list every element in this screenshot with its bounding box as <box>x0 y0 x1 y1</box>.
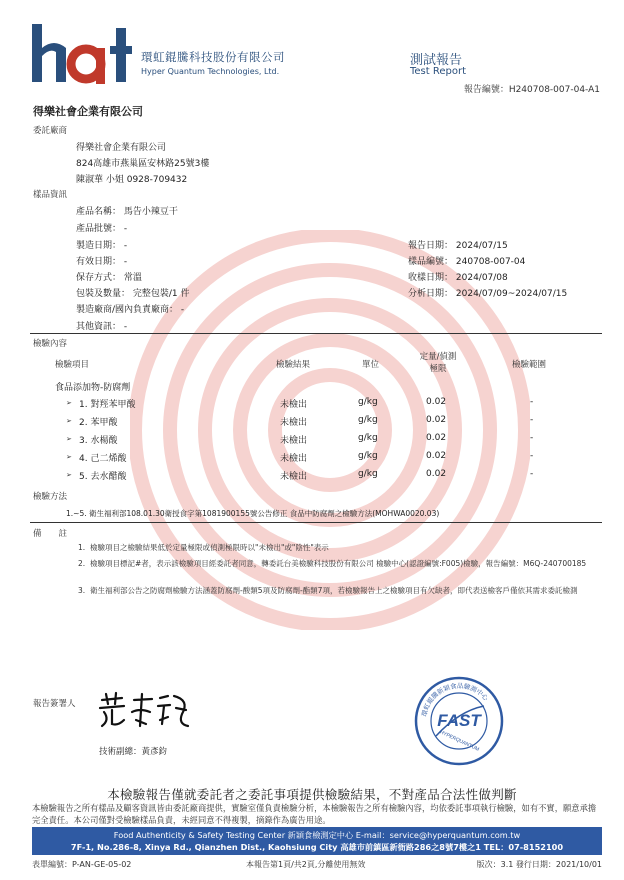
svg-text:FAST: FAST <box>437 711 481 730</box>
sample-label: 樣品資訊 <box>33 190 68 200</box>
fast-seal <box>414 676 504 766</box>
footer-disclaimer: 本檢驗報告之所有樣品及顧客資訊皆由委託廠商提供，實驗室僅負責檢驗分析，本檢驗報告之所有檢驗內容，均依委託事項執行檢驗，如有不實，願意承擔完全責任。本公司僅對受檢驗樣品負責，未經同意不得複製，摘錄作為廣告用途。 <box>32 803 597 825</box>
col-header-unit: 單位 <box>362 360 380 370</box>
note-text: 衛生福利部公告之防腐劑檢驗方法涵蓋防腐劑-酸類5項及防腐劑-酯類7項，若檢驗報告上之檢驗項目有欠缺者，即代表送檢客戶僅依其需求委託檢測 <box>90 586 578 595</box>
hqt-logo <box>32 24 136 84</box>
col-header-range: 檢驗範圍 <box>512 360 547 370</box>
note-text: 檢驗項目之檢驗結果低於定量極限或偵測極限時以"未檢出"或"陰性"表示 <box>90 543 329 552</box>
contact-line-1: Food Authenticity & Safety Testing Center 新穎食檢測定中心 E-mail：service@hyperquantum.com.tw <box>113 830 521 840</box>
svg-text:環虹錕騰新穎食品驗測中心: 環虹錕騰新穎食品驗測中心 <box>420 681 490 718</box>
sample-row: 製造日期： - <box>76 241 128 251</box>
arrow-icon: ➢ <box>66 471 72 479</box>
col-header-item: 檢驗項目 <box>55 360 90 370</box>
client-address: 824高雄市燕巢區安林路25號3樓 <box>76 159 210 169</box>
row-limit: 0.02 <box>426 415 447 425</box>
svg-text:HYPERQUANTUM: HYPERQUANTUM <box>438 729 480 753</box>
client-name: 得樂社會企業有限公司 <box>76 143 167 153</box>
note-number: 3. <box>78 586 86 595</box>
company-name-cn: 環虹錕騰科技股份有限公司 <box>141 50 285 64</box>
sample-row: 產品名稱： 馬告小辣豆干 <box>76 207 178 217</box>
arrow-icon: ➢ <box>66 417 72 425</box>
sample-row: 有效日期： - <box>76 257 128 267</box>
row-item: 2. 苯甲酸 <box>79 418 118 428</box>
signer-title: 技術副總：黃彥鈞 <box>99 747 168 757</box>
client-label: 委託廠商 <box>33 126 68 136</box>
method-text: 1.~5. 衛生福利部108.01.30衛授食字第1081900155號公告修正 食品中防腐劑之檢驗方法(MOHWA0020.03) <box>66 509 440 518</box>
row-range: - <box>530 433 534 443</box>
contact-bar <box>32 827 602 855</box>
row-range: - <box>530 451 534 461</box>
row-limit: 0.02 <box>426 397 447 407</box>
note-number: 1. <box>78 543 86 552</box>
row-result: 未檢出 <box>280 436 308 446</box>
row-limit: 0.02 <box>426 433 447 443</box>
row-item: 4. 己二烯酸 <box>79 454 127 464</box>
row-limit: 0.02 <box>426 451 447 461</box>
row-result: 未檢出 <box>280 454 308 464</box>
method-label: 檢驗方法 <box>33 492 68 502</box>
row-range: - <box>530 397 534 407</box>
row-result: 未檢出 <box>280 400 308 410</box>
report-title-cn: 測試報告 <box>410 53 463 68</box>
sample-number: 樣品編號： 240708-007-04 <box>408 257 526 267</box>
sample-row: 包裝及數量： 完整包裝/1 件 <box>76 289 190 299</box>
test-group: 食品添加物-防腐劑 <box>55 383 131 393</box>
note-text: 檢驗項目標記#者，表示該檢驗項目經委託者同意，轉委託台美檢驗科技股份有限公司 檢驗中心(認證編號:F005)檢驗，報告編號：M6Q-240700185 <box>90 559 587 568</box>
sample-row: 製造廠商/國內負責廠商： - <box>76 305 185 315</box>
report-number: 報告編號：H240708-007-04-A1 <box>463 85 600 95</box>
row-range: - <box>530 469 534 479</box>
sample-row: 其他資訊： - <box>76 322 128 332</box>
row-range: - <box>530 415 534 425</box>
analysis-date: 分析日期： 2024/07/09~2024/07/15 <box>408 289 568 299</box>
receive-date: 收樣日期： 2024/07/08 <box>408 273 508 283</box>
row-unit: g/kg <box>358 397 378 407</box>
report-title-en: Test Report <box>410 66 467 77</box>
signature-scribble <box>96 690 196 732</box>
sample-row: 產品批號： - <box>76 224 128 234</box>
arrow-icon: ➢ <box>66 453 72 461</box>
sample-row: 保存方式： 常溫 <box>76 273 142 283</box>
col-header-result: 檢驗結果 <box>276 360 311 370</box>
version-info: 版次：3.1 發行日期：2021/10/01 <box>476 860 602 869</box>
signer-label: 報告簽署人 <box>33 699 76 709</box>
client-heading: 得樂社會企業有限公司 <box>33 105 143 118</box>
row-item: 1. 對羥苯甲酸 <box>79 400 136 410</box>
row-item: 5. 去水醋酸 <box>79 472 127 482</box>
row-unit: g/kg <box>358 451 378 461</box>
divider <box>30 333 602 334</box>
arrow-icon: ➢ <box>66 435 72 443</box>
note-number: 2. <box>78 559 86 568</box>
row-limit: 0.02 <box>426 469 447 479</box>
divider <box>30 522 602 523</box>
contact-line-2: 7F-1, No.286-8, Xinya Rd., Qianzhen Dist., Kaohsiung City 高雄市前鎮區新衙路286之8號7樓之1 TEL：07-8152100 <box>70 842 564 852</box>
row-unit: g/kg <box>358 469 378 479</box>
footer-statement: 本檢驗報告僅就委託者之委託事項提供檢驗結果，不對產品合法性做判斷 <box>107 787 517 802</box>
row-unit: g/kg <box>358 433 378 443</box>
client-contact: 陳淑華 小姐 0928-709432 <box>76 175 188 185</box>
row-result: 未檢出 <box>280 418 308 428</box>
row-result: 未檢出 <box>280 472 308 482</box>
row-item: 3. 水楊酸 <box>79 436 118 446</box>
test-content-label: 檢驗內容 <box>33 339 68 349</box>
col-header-limit: 定量/偵測 極限 <box>419 352 457 374</box>
arrow-icon: ➢ <box>66 399 72 407</box>
report-date: 報告日期： 2024/07/15 <box>408 241 508 251</box>
form-number: 表單編號：P-AN-GE-05-02 <box>32 860 132 869</box>
company-name-en: Hyper Quantum Technologies, Ltd. <box>141 67 280 76</box>
remarks-label: 備 註 <box>33 529 68 539</box>
row-unit: g/kg <box>358 415 378 425</box>
page-info: 本報告第1頁/共2頁,分離使用無效 <box>246 860 366 869</box>
